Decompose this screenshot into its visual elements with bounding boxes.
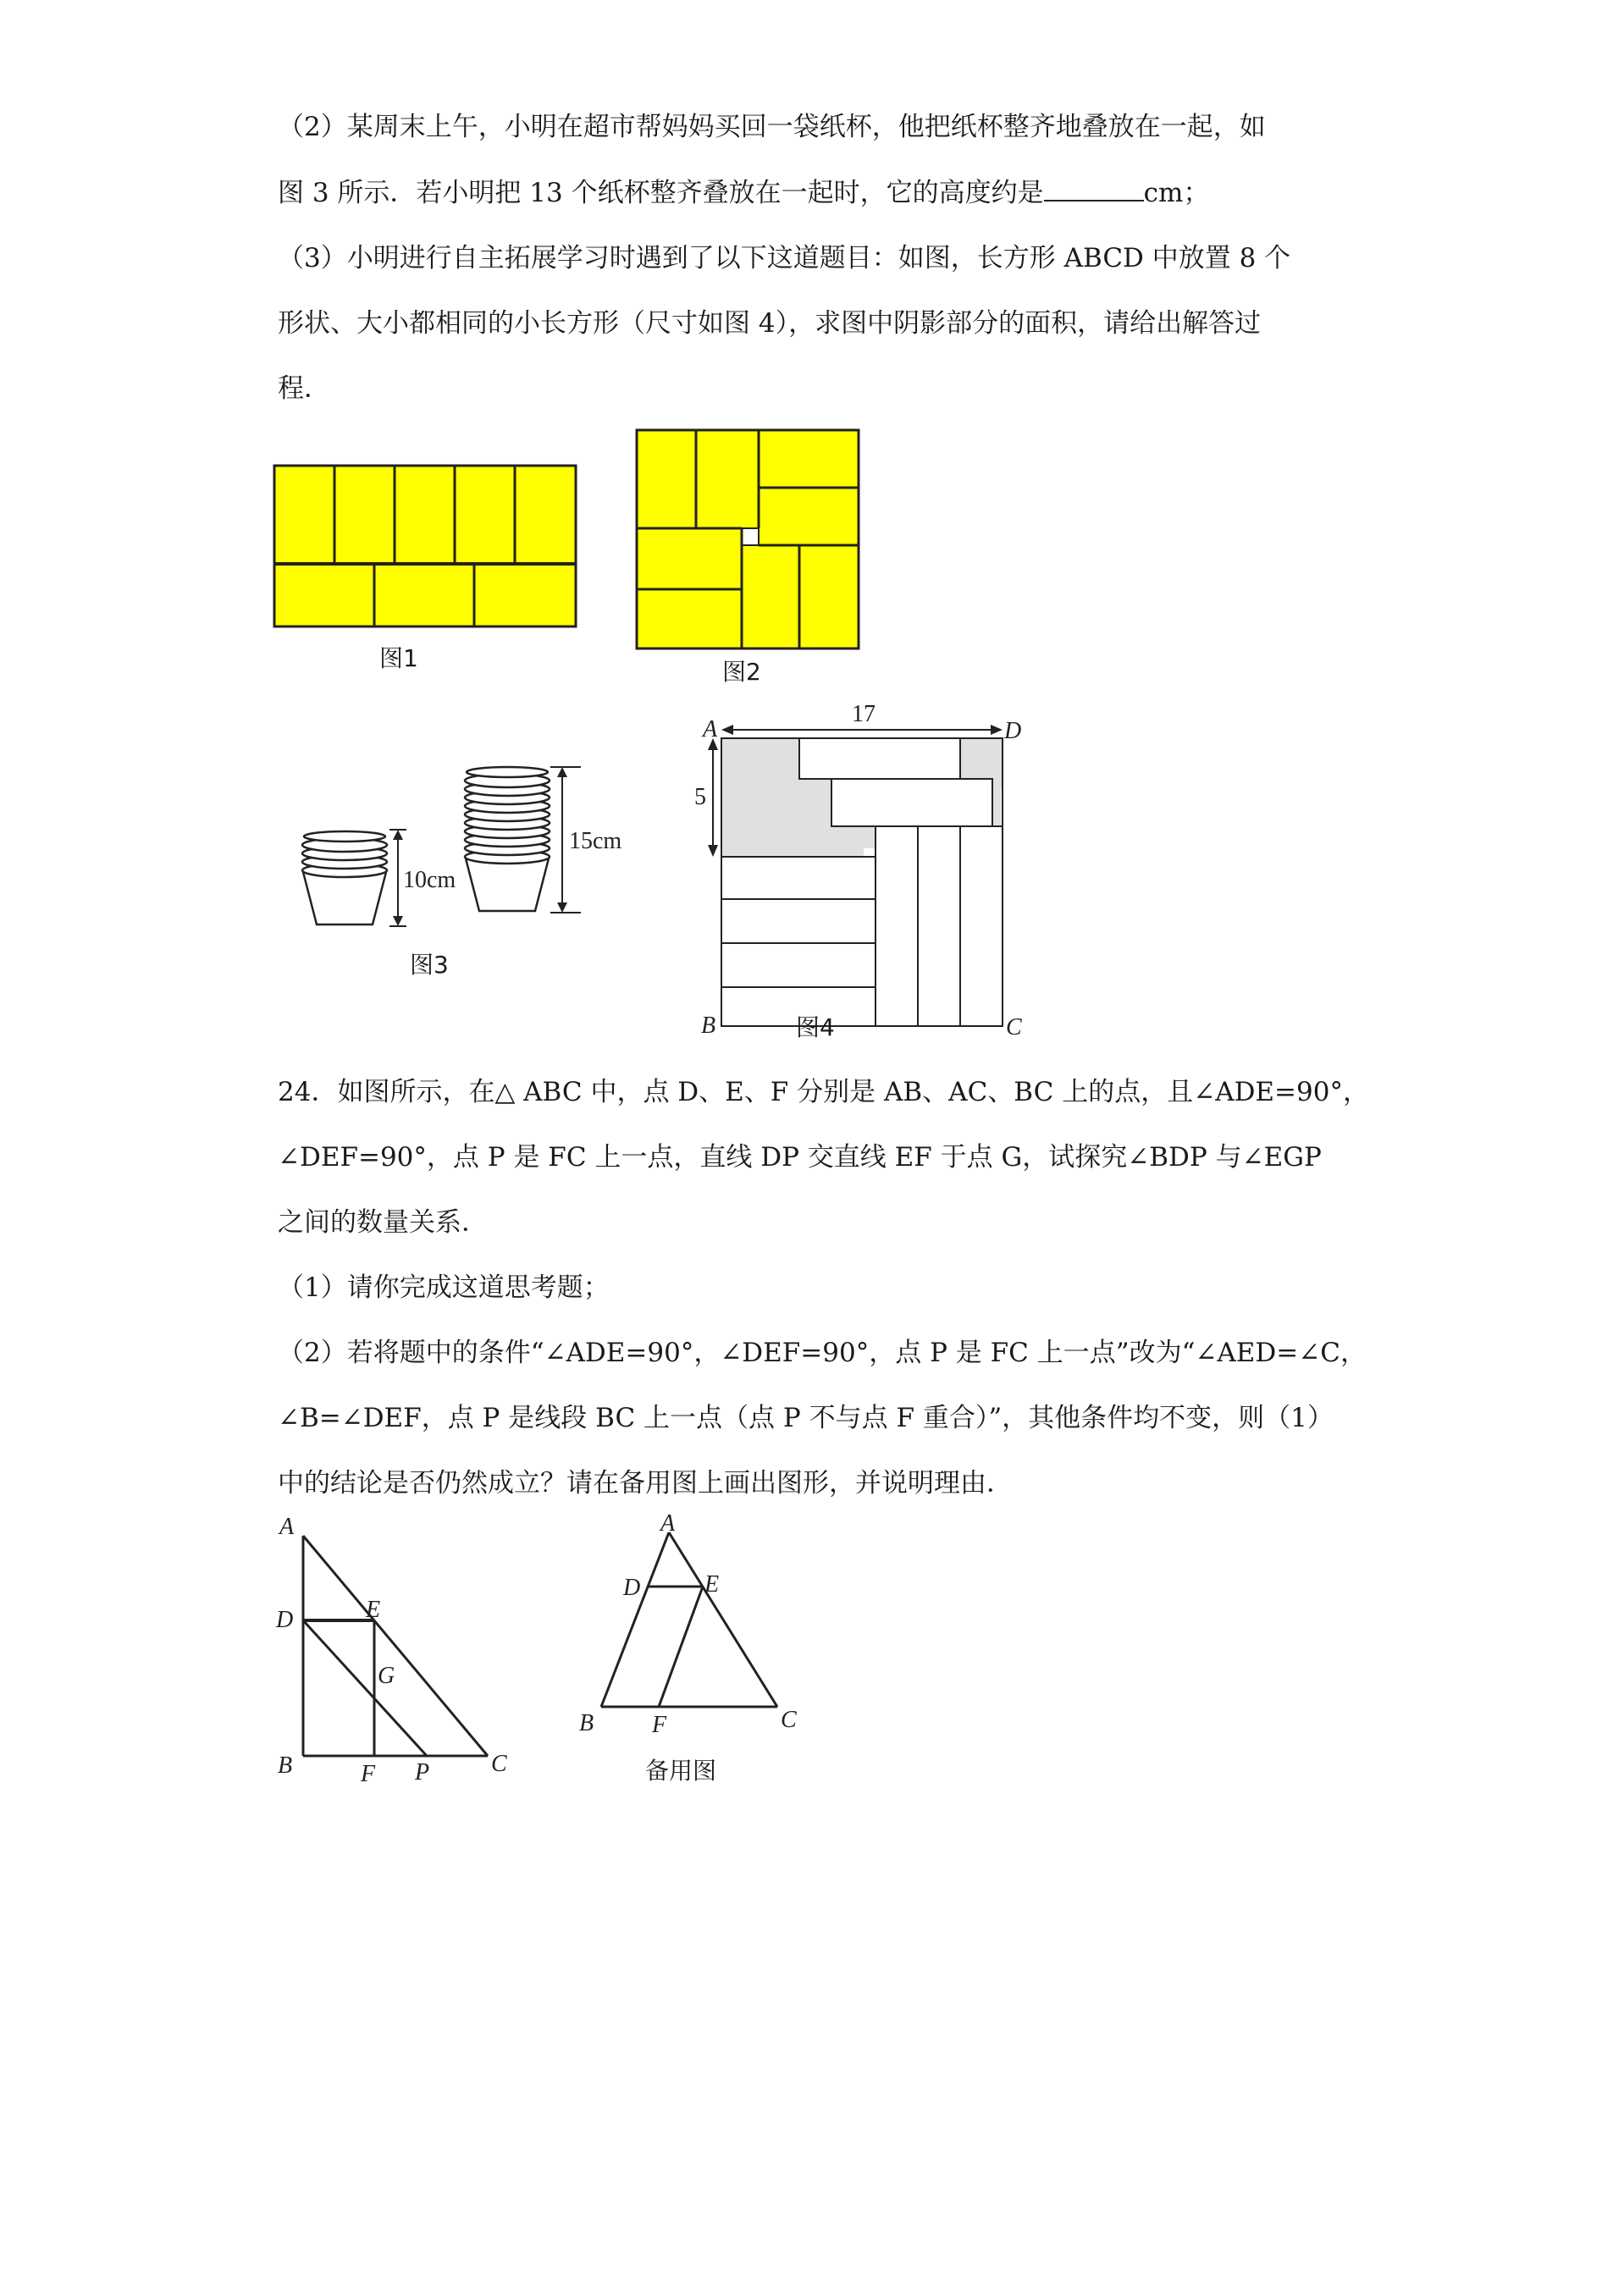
- q23-unit: cm；: [1143, 178, 1210, 208]
- figure-1: [273, 464, 581, 632]
- point-f-label: F: [652, 1712, 667, 1737]
- arrow-head: [721, 725, 733, 735]
- vertex-d-label: D: [623, 1575, 641, 1601]
- segment-dp: [303, 1620, 427, 1756]
- segment-ac: [669, 1532, 777, 1707]
- arrow-head: [991, 725, 1003, 735]
- large-height-label: 15cm: [569, 828, 622, 854]
- fig4-height-label: 5: [694, 784, 706, 810]
- small-height-label: 10cm: [403, 867, 456, 893]
- fig1-caption: 图1: [379, 644, 418, 672]
- figure-4: [694, 696, 1033, 1035]
- fig4-vertex-d: D: [1004, 718, 1022, 744]
- q24-part2-line1: （2）若将题中的条件“∠ADE=90°，∠DEF=90°，点 P 是 FC 上一点”改为“∠AED=∠C，: [278, 1338, 1367, 1368]
- q24-line2: ∠DEF=90°，点 P 是 FC 上一点，直线 DP 交直线 EF 于点 G，试探究∠BDP 与∠EGP: [278, 1142, 1322, 1173]
- q23-part2-text: 图 3 所示．若小明把 13 个纸杯整齐叠放在一起时，它的高度约是: [278, 178, 1044, 208]
- fig1-outer: [274, 466, 576, 626]
- vertex-a-label: A: [279, 1517, 295, 1540]
- arrow-head: [708, 845, 718, 857]
- large-cup-stack: [465, 767, 550, 911]
- small-cup-stack: [302, 831, 387, 924]
- q24-part2-line2: ∠B=∠DEF，点 P 是线段 BC 上一点（点 P 不与点 F 重合）”，其他条件均不变，则（1）: [278, 1403, 1334, 1433]
- vertex-b-label: B: [579, 1710, 594, 1736]
- top-rect-2: [831, 779, 992, 826]
- fig4-vertex-a: A: [703, 716, 718, 742]
- lower-right-block: [876, 826, 1003, 1026]
- q23-part2-line2: [278, 174, 1209, 212]
- geometry-figure-spare: [567, 1509, 821, 1737]
- point-p-label: P: [415, 1759, 430, 1785]
- q23-part3-line1: （3）小明进行自主拓展学习时遇到了以下这道题目：如图，长方形 ABCD 中放置 8 个: [278, 243, 1291, 273]
- vertex-c-label: C: [491, 1751, 507, 1777]
- vertex-b-label: B: [278, 1752, 293, 1779]
- vertex-d-label: D: [276, 1607, 294, 1633]
- fig4-vertex-b: B: [701, 1013, 716, 1035]
- segment-ab: [601, 1532, 669, 1707]
- q23-part3-line3: 程．: [278, 373, 330, 404]
- geometry-figure-right-triangle: [269, 1517, 523, 1797]
- answer-blank: [1044, 178, 1144, 201]
- fig2-caption: 图2: [722, 658, 761, 686]
- segment-ef: [659, 1587, 703, 1707]
- lower-left-block: [721, 857, 876, 1026]
- q24-line3: 之间的数量关系．: [278, 1207, 488, 1238]
- spare-figure-caption: 备用图: [645, 1757, 717, 1785]
- vertex-e-label: E: [704, 1571, 720, 1598]
- arrow-head: [393, 830, 403, 840]
- q23-part3-line2: 形状、大小都相同的小长方形（尺寸如图 4），求图中阴影部分的面积，请给出解答过: [278, 308, 1262, 339]
- vertex-e-label: E: [366, 1597, 381, 1623]
- arrow-head: [393, 916, 403, 926]
- arrow-head: [557, 767, 567, 777]
- fig2-center-hole: [742, 528, 759, 545]
- q23-part2-line1: （2）某周末上午，小明在超市帮妈妈买回一袋纸杯，他把纸杯整齐地叠放在一起，如: [278, 112, 1266, 142]
- fig4-caption: 图4: [796, 1013, 835, 1041]
- q24-part2-line3: 中的结论是否仍然成立？请在备用图上画出图形，并说明理由．: [278, 1468, 1013, 1498]
- fig4-width-label: 17: [852, 701, 876, 727]
- point-g-label: G: [378, 1663, 395, 1689]
- point-f-label: F: [361, 1761, 376, 1787]
- vertex-c-label: C: [781, 1707, 797, 1733]
- q24-line1: 24．如图所示，在△ ABC 中，点 D、E、F 分别是 AB、AC、BC 上的点，且∠ADE=90°，: [278, 1077, 1369, 1107]
- q24-part1: （1）请你完成这道思考题；: [278, 1272, 610, 1303]
- fig3-caption: 图3: [410, 951, 449, 979]
- figure-3: [288, 745, 644, 931]
- top-rect-1: [799, 738, 960, 779]
- arrow-head: [557, 902, 567, 913]
- figure-2: [635, 428, 864, 653]
- vertex-a-label: A: [660, 1510, 676, 1537]
- fig4-vertex-c: C: [1006, 1014, 1022, 1035]
